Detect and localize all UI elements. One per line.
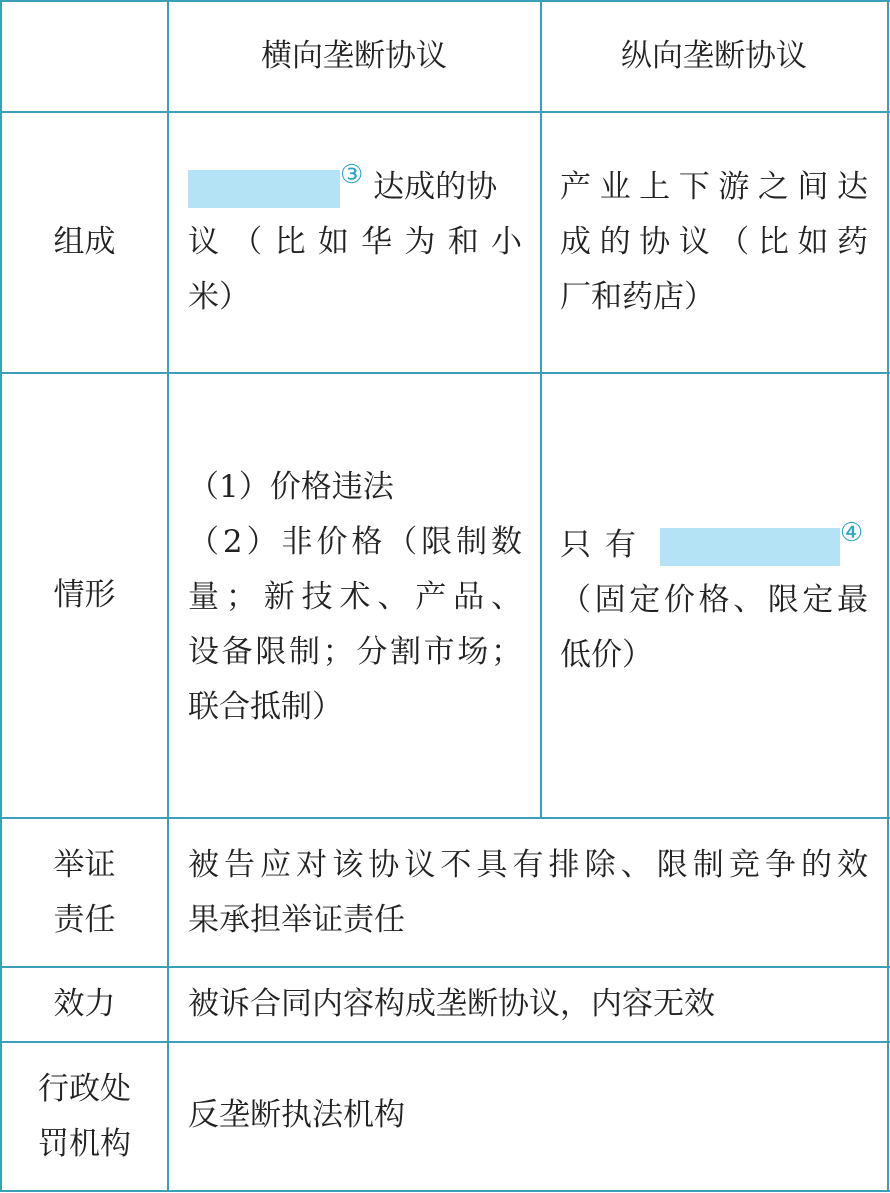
marker-3: ③ <box>340 160 364 190</box>
line: 米） <box>188 279 250 315</box>
row-label-situation <box>2 374 167 817</box>
situation-vertical <box>560 518 868 683</box>
validity-content <box>188 977 868 1032</box>
marker-4: ④ <box>839 518 864 548</box>
label-text: 罚机构 <box>38 1125 131 1162</box>
answer-blank-3 <box>188 170 340 208</box>
header-vertical: 纵向垄断协议 <box>621 38 807 74</box>
line: 厂和药店） <box>560 279 715 315</box>
line: 果承担举证责任 <box>188 902 405 938</box>
line: 反垄断执法机构 <box>188 1097 405 1133</box>
label-text: 效力 <box>53 986 116 1022</box>
line: （2）非价格（限制数 <box>188 524 522 560</box>
line: 被诉合同内容构成垄断协议，内容无效 <box>188 986 715 1022</box>
line: 议（比如华为和小 <box>188 224 522 260</box>
text: 只有 <box>560 527 650 563</box>
label-text: 举证 <box>53 846 116 883</box>
line <box>188 160 522 215</box>
penalty-authority-content <box>188 1088 868 1143</box>
label-text: 行政处 <box>38 1070 131 1107</box>
answer-blank-4 <box>660 528 840 566</box>
row-label-composition <box>2 113 167 372</box>
text: 达成的协 <box>373 169 498 205</box>
table-border <box>887 0 889 1192</box>
header-horizontal: 横向垄断协议 <box>261 38 447 74</box>
label-text: 组成 <box>53 224 116 260</box>
line: 量；新技术、产品、 <box>188 579 522 615</box>
label-text: 责任 <box>53 901 116 938</box>
column-divider <box>540 0 542 818</box>
label-text: 情形 <box>53 577 116 613</box>
line: （1）价格违法 <box>188 469 394 505</box>
row-label-penalty-authority <box>2 1043 167 1190</box>
line <box>560 518 868 573</box>
composition-vertical <box>560 160 868 325</box>
row-label-validity <box>2 968 167 1041</box>
line: 产业上下游之间达 <box>560 169 868 205</box>
line: （固定价格、限定最 <box>560 582 868 618</box>
situation-horizontal <box>188 460 522 735</box>
burden-of-proof-content <box>188 838 868 948</box>
table-border <box>0 1190 890 1192</box>
composition-horizontal <box>188 160 522 325</box>
row-label-burden-of-proof <box>2 819 167 966</box>
column-divider <box>167 0 169 1192</box>
line: 低价） <box>560 637 653 673</box>
line: 成的协议（比如药 <box>560 224 868 260</box>
line: 被告应对该协议不具有排除、限制竞争的效 <box>188 847 868 883</box>
line: 设备限制；分割市场； <box>188 634 522 670</box>
line: 联合抵制） <box>188 689 343 725</box>
